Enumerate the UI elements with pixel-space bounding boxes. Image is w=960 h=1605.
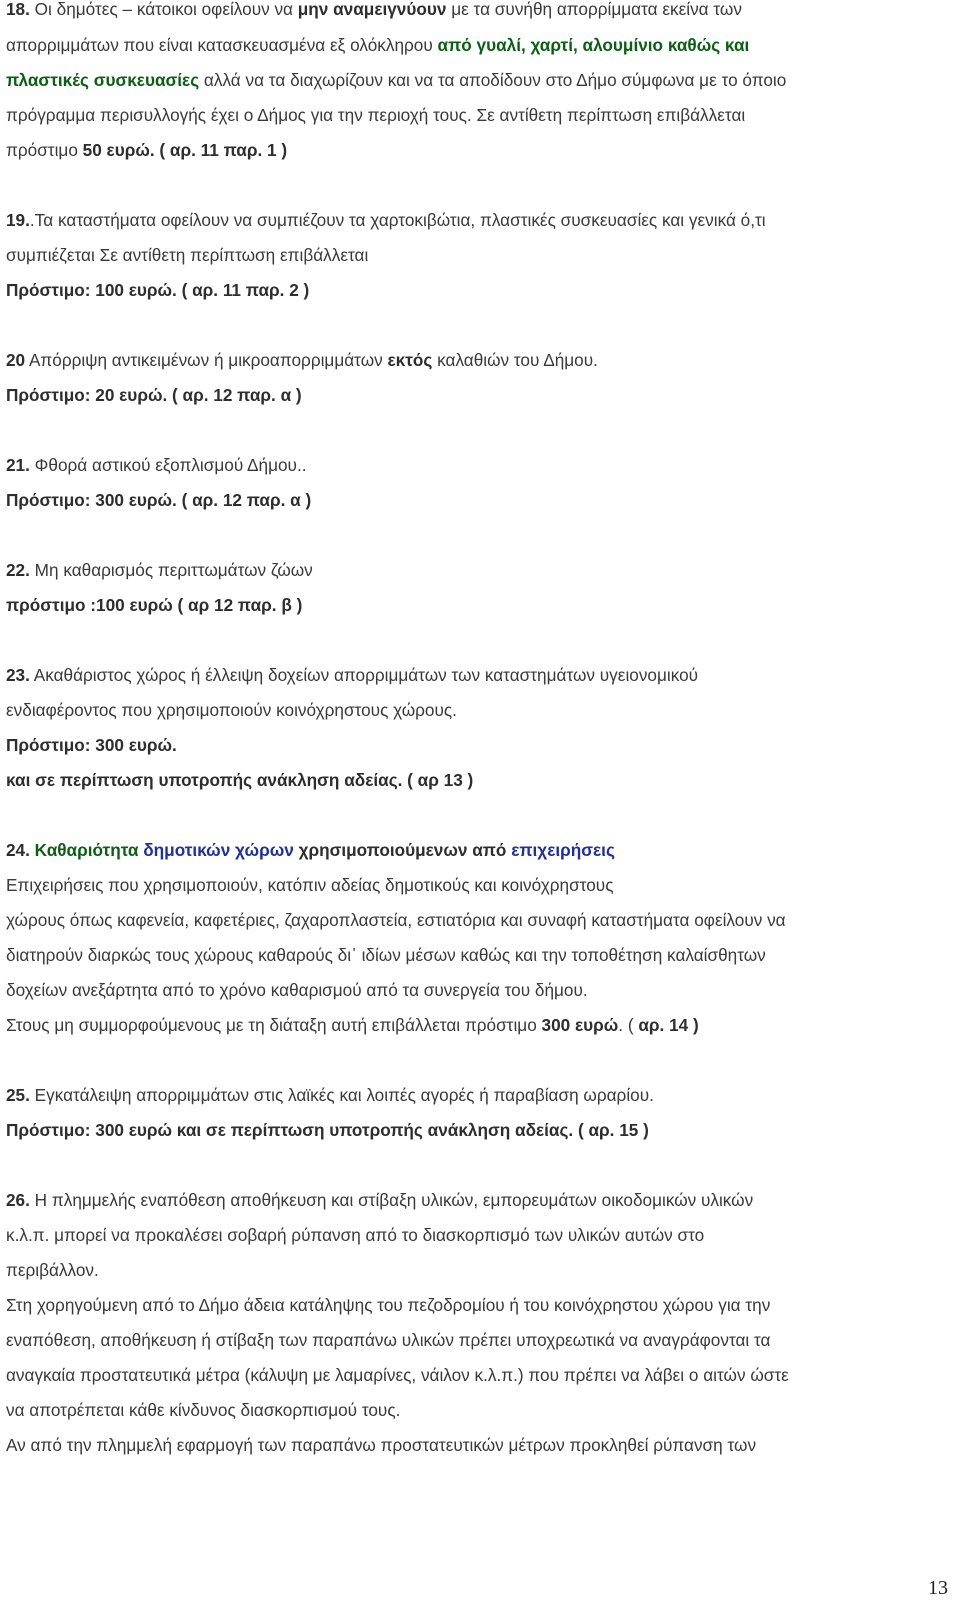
p23-revoke: και σε περίπτωση υποτροπής ανάκληση αδείας. ( αρ 13 ) xyxy=(6,770,474,790)
text: Απόρριψη αντικειμένων ή μικροαπορριμμάτων xyxy=(25,350,388,370)
p23-line-2: ενδιαφέροντος που χρησιμοποιούν κοινόχρηστους χώρους. xyxy=(6,700,457,720)
p26-line-5: εναπόθεση, αποθήκευση ή στίβαξη των παραπάνω υλικών πρέπει υποχρεωτικά να αναγράφονται τα xyxy=(6,1330,771,1350)
p25-fine: Πρόστιμο: 300 ευρώ και σε περίπτωση υποτροπής ανάκληση αδείας. ( αρ. 15 ) xyxy=(6,1120,649,1140)
item-number: 24. xyxy=(6,840,30,860)
p18-line-5 xyxy=(6,139,287,161)
p18-line-4: πρόγραμμα περισυλλογής έχει ο Δήμος για την περιοχή τους. Σε αντίθετη περίπτωση επιβάλλεται xyxy=(6,105,746,125)
text: με τα συνήθη απορρίμματα εκείνα των xyxy=(446,0,742,19)
item-number: 19. xyxy=(6,210,30,230)
p26-line-1 xyxy=(6,1189,753,1211)
bold-text: μην αναμειγνύουν xyxy=(297,0,447,19)
item-number: 25. xyxy=(6,1085,30,1105)
p18-line-1 xyxy=(6,0,742,20)
text: Μη καθαρισμός περιττωμάτων ζώων xyxy=(29,560,313,580)
text: .Τα καταστήματα οφείλουν να συμπιέζουν τα χαρτοκιβώτια, πλαστικές συσκευασίες και γενικά ό,τι xyxy=(29,210,766,230)
text: απορριμμάτων που είναι κατασκευασμένα εξ ολόκληρου xyxy=(6,35,438,55)
p20-line-1 xyxy=(6,349,598,371)
p21-fine: Πρόστιμο: 300 ευρώ. ( αρ. 12 παρ. α ) xyxy=(6,490,312,510)
p26-line-2: κ.λ.π. μπορεί να προκαλέσει σοβαρή ρύπανση από το διασκορπισμό των υλικών αυτών στο xyxy=(6,1225,705,1245)
p23-line-1 xyxy=(6,664,698,686)
p24-line-5 xyxy=(6,1014,699,1036)
text: . ( xyxy=(618,1015,639,1035)
text: καλαθιών του Δήμου. xyxy=(432,350,598,370)
p26-line-8: Αν από την πλημμελή εφαρμογή των παραπάνω προστατευτικών μέτρων προκληθεί ρύπανση των xyxy=(6,1435,757,1455)
text: Οι δημότες – κάτοικοι οφείλουν να xyxy=(29,0,298,19)
p24-line-1: Επιχειρήσεις που χρησιμοποιούν, κατόπιν αδείας δημοτικούς και κοινόχρηστους xyxy=(6,875,614,895)
blue-text: επιχειρήσεις xyxy=(511,840,615,860)
blue-text: δημοτικών χώρων xyxy=(138,840,294,860)
text: Η πλημμελής εναπόθεση αποθήκευση και στίβαξη υλικών, εμπορευμάτων οικοδομικών υλικών xyxy=(29,1190,754,1210)
p24-line-2: χώρους όπως καφενεία, καφετέριες, ζαχαροπλαστεία, εστιατόρια και συναφή καταστήματα οφείλουν να xyxy=(6,910,786,930)
text: Εγκατάλειψη απορριμμάτων στις λαϊκές και λοιπές αγορές ή παραβίαση ωραρίου. xyxy=(29,1085,654,1105)
fine-text: αρ. 14 ) xyxy=(638,1015,699,1035)
text: Στους μη συμμορφούμενους με τη διάταξη αυτή επιβάλλεται πρόστιμο xyxy=(6,1015,542,1035)
page-number: 13 xyxy=(928,1577,948,1599)
bold-text: εκτός xyxy=(387,350,433,370)
p19-fine: Πρόστιμο: 100 ευρώ. ( αρ. 11 παρ. 2 ) xyxy=(6,280,310,300)
p26-line-4: Στη χορηγούμενη από το Δήμο άδεια κατάληψης του πεζοδρομίου ή του κοινόχρηστου χώρου για την xyxy=(6,1295,771,1315)
p23-fine: Πρόστιμο: 300 ευρώ. xyxy=(6,735,177,755)
green-text: Καθαριότητα xyxy=(29,840,139,860)
bold-text: χρησιμοποιούμενων από xyxy=(293,840,512,860)
p24-heading xyxy=(6,839,615,861)
text: Φθορά αστικού εξοπλισμού Δήμου.. xyxy=(29,455,307,475)
p25-line-1 xyxy=(6,1084,654,1106)
fine-text: 50 ευρώ. ( αρ. 11 παρ. 1 ) xyxy=(82,140,288,160)
text: αλλά να τα διαχωρίζουν και να τα αποδίδουν στο Δήμο σύμφωνα με το όποιο xyxy=(199,70,787,90)
green-text: από γυαλί, χαρτί, αλουμίνιο καθώς και xyxy=(437,35,750,55)
item-number: 26. xyxy=(6,1190,30,1210)
p22-line-1 xyxy=(6,559,313,581)
p26-line-7: να αποτρέπεται κάθε κίνδυνος διασκορπισμού τους. xyxy=(6,1400,401,1420)
item-number: 18. xyxy=(6,0,30,19)
p18-line-3 xyxy=(6,69,786,91)
p20-fine: Πρόστιμο: 20 ευρώ. ( αρ. 12 παρ. α ) xyxy=(6,385,302,405)
item-number: 22. xyxy=(6,560,30,580)
item-number: 20 xyxy=(6,350,26,370)
fine-text: 300 ευρώ xyxy=(541,1015,619,1035)
p22-fine: πρόστιμο :100 ευρώ ( αρ 12 παρ. β ) xyxy=(6,595,303,615)
p24-line-3: διατηρούν διαρκώς τους χώρους καθαρούς δι᾿ ιδίων μέσων καθώς και την τοποθέτηση καλαίσθητων xyxy=(6,945,766,965)
green-text: πλαστικές συσκευασίες xyxy=(6,70,200,90)
item-number: 21. xyxy=(6,455,30,475)
p24-line-4: δοχείων ανεξάρτητα από το χρόνο καθαρισμού από τα συνεργεία του δήμου. xyxy=(6,980,588,1000)
text: πρόστιμο xyxy=(6,140,83,160)
text: Ακαθάριστος χώρος ή έλλειψη δοχείων απορριμμάτων των καταστημάτων υγειονομικού xyxy=(29,665,699,685)
p18-line-2 xyxy=(6,34,749,56)
p26-line-6: αναγκαία προστατευτικά μέτρα (κάλυψη με λαμαρίνες, νάιλον κ.λ.π.) που πρέπει να λάβει ο αιτών ώστε xyxy=(6,1365,789,1385)
p19-line-2: συμπιέζεται Σε αντίθετη περίπτωση επιβάλλεται xyxy=(6,245,369,265)
p26-line-3: περιβάλλον. xyxy=(6,1260,99,1280)
p19-line-1 xyxy=(6,209,766,231)
p21-line-1 xyxy=(6,454,307,476)
item-number: 23. xyxy=(6,665,30,685)
